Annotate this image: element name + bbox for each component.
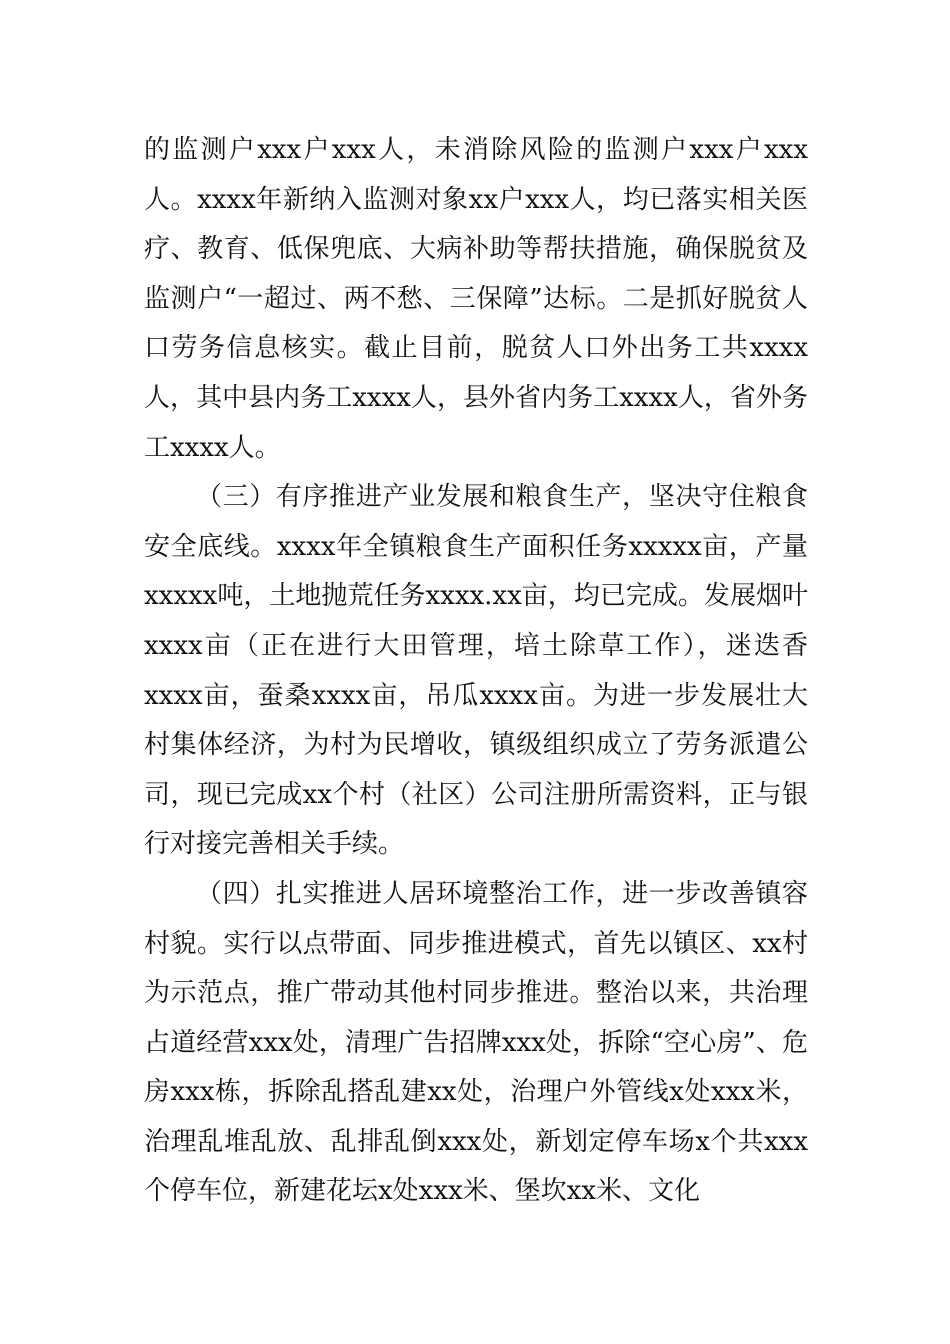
paragraph-living-environment: （四）扎实推进人居环境整治工作，进一步改善镇容村貌。实行以点带面、同步推进模式，首先以镇区、xx村为示范点，推广带动其他村同步推进。整治以来，共治理占道经营xxx处，清理广告招牌xxx处，拆除“空心房”、危房xxx栋，拆除乱搭乱建xx处，治理户外管线x处xxx米，治理乱堆乱放、乱排乱倒xxx处，新划定停车场x个共xxx个停车位，新建花坛x处xxx米、堡坎xx米、文化	[144, 878, 808, 1207]
paragraph-industry-and-grain: （三）有序推进产业发展和粮食生产，坚决守住粮食安全底线。xxxx年全镇粮食生产面积任务xxxxx亩，产量xxxxx吨，土地抛荒任务xxxx.xx亩，均已完成。发展烟叶xxxx亩（正在进行大田管理，培土除草工作），迷迭香xxxx亩，蚕桑xxxx亩，吊瓜xxxx亩。为进一步发展壮大村集体经济，为村为民增收，镇级组织成立了劳务派遣公司，现已完成xx个村（社区）公司注册所需资料，正与银行对接完善相关手续。	[144, 482, 808, 860]
paragraph-monitoring-households: 的监测户xxx户xxx人，未消除风险的监测户xxx户xxx人。xxxx年新纳入监测对象xx户xxx人，均已落实相关医疗、教育、低保兜底、大病补助等帮扶措施，确保脱贫及监测户“一超过、两不愁、三保障”达标。二是抓好脱贫人口劳务信息核实。截止目前，脱贫人口外出务工共xxxx人，其中县内务工xxxx人，县外省内务工xxxx人，省外务工xxxx人。	[144, 135, 808, 463]
document-body	[144, 126, 808, 1217]
